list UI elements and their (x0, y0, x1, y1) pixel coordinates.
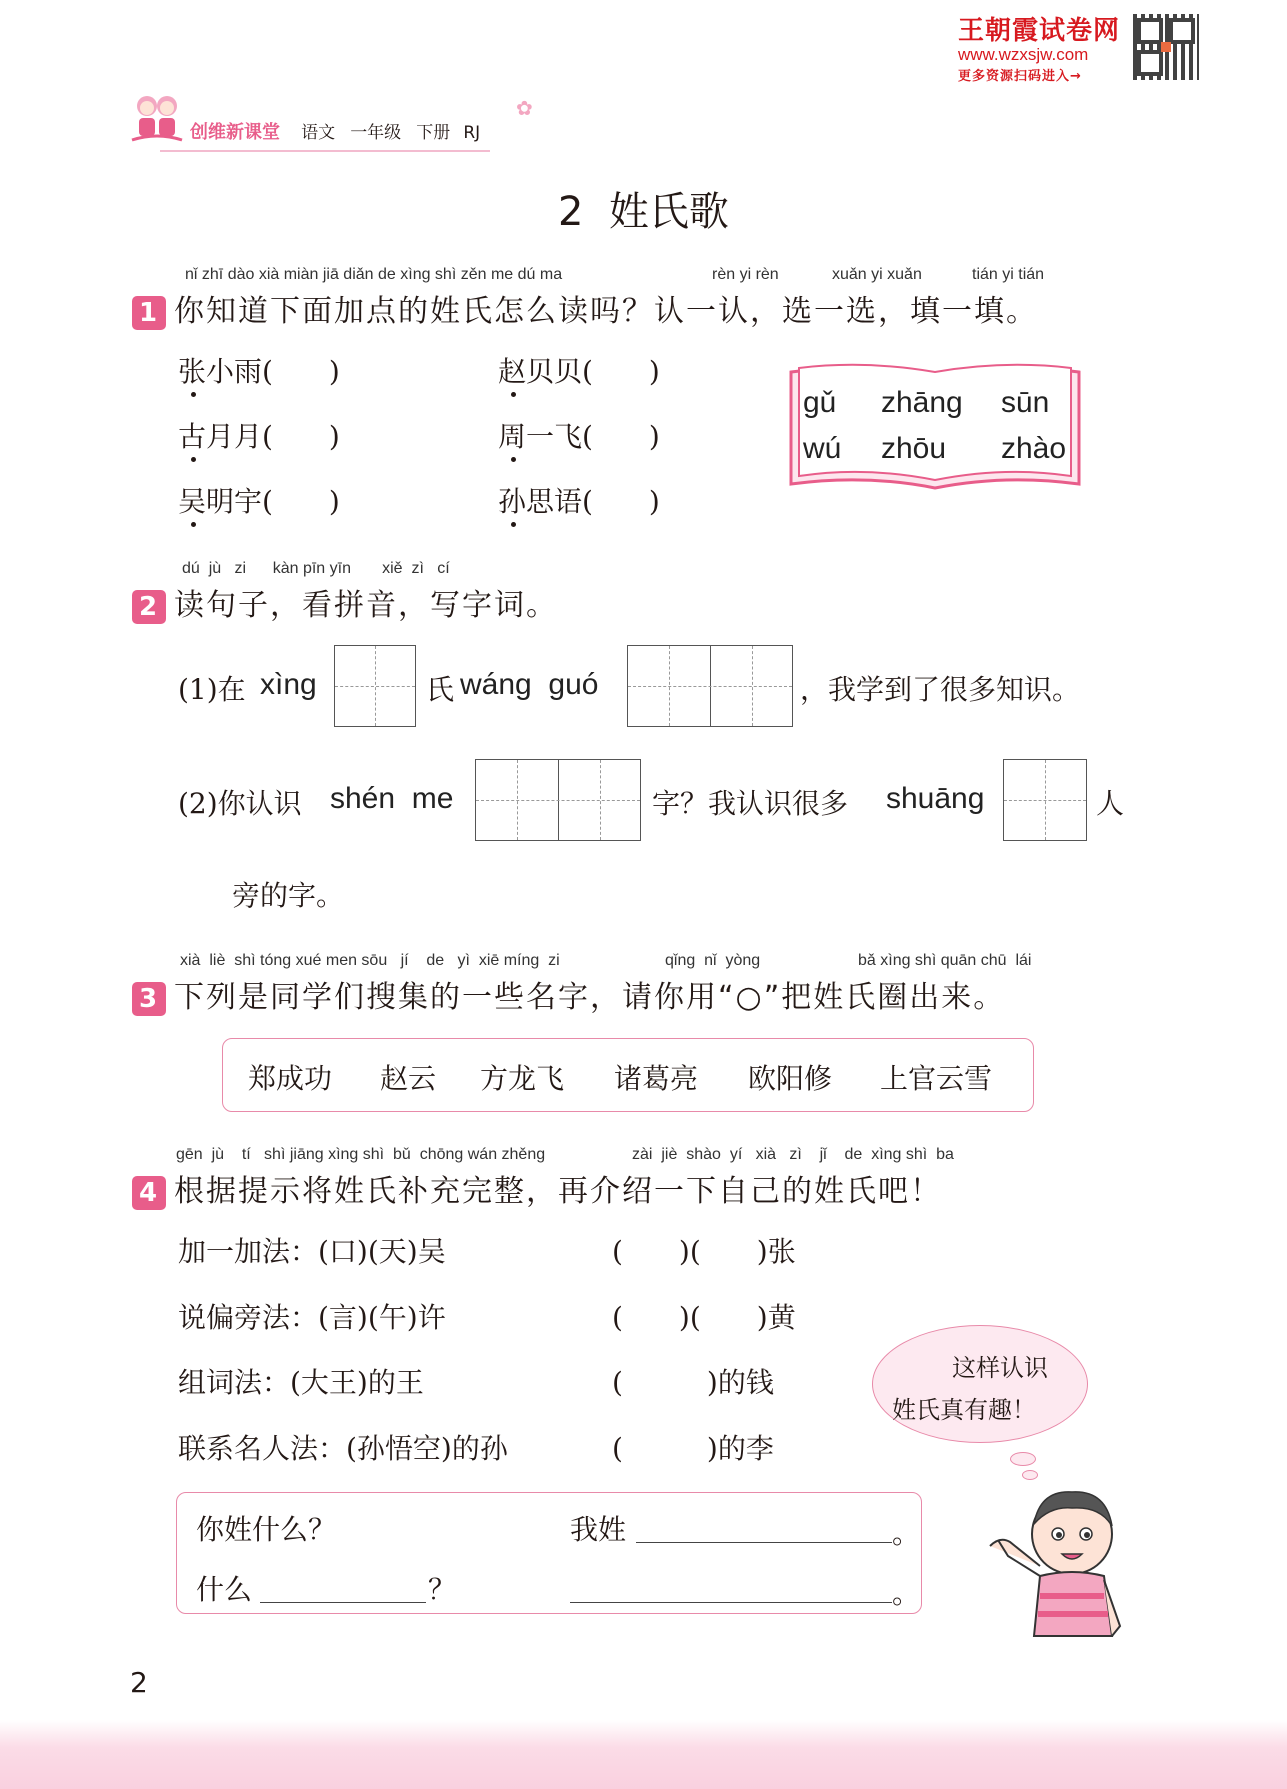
question-text: 读句子，看拼音，写字词。 (174, 588, 558, 623)
sentence-2-suffix: 人 (1096, 787, 1125, 820)
header-underline (160, 150, 490, 152)
question-number: 4 (132, 1176, 166, 1210)
bubble-line-1: 这样认识 (952, 1354, 1048, 1382)
emphasis-dot (191, 392, 196, 397)
question-text: 根据提示将姓氏补充完整，再介绍一下自己的姓氏吧！ (174, 1174, 942, 1209)
candidate-name[interactable]: 诸葛亮 (614, 1062, 699, 1095)
answer-line[interactable] (260, 1602, 426, 1603)
answer-line[interactable] (570, 1602, 892, 1603)
subject: 语文 (301, 123, 336, 143)
flower-icon: ✿ (516, 96, 533, 120)
book-options (785, 362, 1085, 496)
question-number: 3 (132, 982, 166, 1016)
sentence-2-pinyin-1: shén me (330, 782, 454, 815)
sentence-2-continuation: 旁的字。 (232, 879, 345, 912)
pinyin-option[interactable]: zhào (1001, 432, 1067, 465)
sentence-1-mid: 氏 (426, 673, 455, 706)
page-title: 2 姓氏歌 (558, 189, 729, 235)
pinyin-option[interactable]: sūn (1001, 386, 1050, 419)
writing-box[interactable] (627, 645, 793, 727)
series-name: 创维新课堂 (190, 122, 280, 143)
question-4 (132, 1166, 942, 1210)
boy-illustration (980, 1476, 1130, 1646)
q2-pinyin: dú jù zi kàn pīn yīn xiě zì cí (182, 560, 450, 577)
candidate-name[interactable]: 郑成功 (248, 1062, 333, 1095)
writing-box[interactable] (1003, 759, 1087, 841)
q3-pinyin-2: qǐng nǐ yòng (665, 952, 761, 969)
name-item[interactable]: 孙思语( ) (498, 485, 660, 518)
bubble-tail (1010, 1452, 1036, 1466)
sentence-2-mid: 字？我认识很多 (652, 787, 849, 820)
name-item[interactable]: 古月月( ) (178, 420, 340, 453)
q4-pinyin: gēn jù tí shì jiāng xìng shì bǔ chōng wán zhěng (176, 1146, 546, 1163)
emphasis-dot (511, 522, 516, 527)
bottom-band (0, 1720, 1287, 1789)
q3-pinyin: xià liè shì tóng xué men sōu jí de yì xiē míng zi (180, 952, 560, 969)
mascot-kids-icon (127, 88, 187, 148)
q4-pinyin-2: zài jiè shào yí xià zì jǐ de xìng shì ba (632, 1146, 954, 1163)
pinyin-option[interactable]: zhōu (881, 432, 947, 465)
emphasis-dot (511, 392, 516, 397)
hint-row-left: 联系名人法：(孙悟空)的孙 (178, 1432, 508, 1465)
q1-pinyin-2: rèn yi rèn (712, 266, 779, 283)
pinyin-option[interactable]: zhāng (881, 386, 963, 419)
writing-box[interactable] (334, 645, 416, 727)
emphasis-dot (191, 457, 196, 462)
sentence-1-pinyin-1: xìng (260, 668, 317, 701)
hint-row-left: 说偏旁法：(言)(午)许 (178, 1301, 446, 1334)
emphasis-dot (191, 522, 196, 527)
hint-row-right[interactable]: ( )( )黄 (612, 1301, 796, 1334)
speech-bubble (872, 1325, 1088, 1443)
candidate-name[interactable]: 上官云雪 (880, 1062, 993, 1095)
emphasis-dot (511, 457, 516, 462)
volume: 下册 (416, 123, 451, 143)
dialog-answer-1: 我姓 (570, 1513, 627, 1546)
pinyin-option[interactable]: wú (803, 432, 842, 465)
answer-period: 。 (892, 1577, 921, 1610)
sentence-1-pinyin-2: wáng guó (460, 668, 599, 701)
sentence-1-suffix: ，我学到了很多知识。 (800, 673, 1081, 706)
answer-period: 。 (892, 1517, 921, 1550)
writing-box[interactable] (475, 759, 641, 841)
sentence-1-prefix: (1)在 (178, 673, 246, 706)
hint-row-left: 加一加法：(口)(天)吴 (178, 1235, 446, 1268)
candidate-name[interactable]: 赵云 (380, 1062, 437, 1095)
q1-pinyin-3: xuǎn yi xuǎn (832, 266, 922, 283)
question-number: 1 (132, 296, 166, 330)
name-item[interactable]: 赵贝贝( ) (498, 355, 660, 388)
bubble-line-2: 姓氏真有趣！ (892, 1396, 1036, 1424)
pinyin-option[interactable]: gǔ (803, 386, 837, 419)
question-mark: ？ (428, 1573, 457, 1606)
question-text: 你知道下面加点的姓氏怎么读吗？认一认，选一选，填一填。 (174, 294, 1038, 329)
qr-code-icon (1133, 14, 1199, 80)
candidate-name[interactable]: 方龙飞 (480, 1062, 565, 1095)
hint-row-left: 组词法：(大王)的王 (178, 1366, 424, 1399)
name-item[interactable]: 张小雨( ) (178, 355, 340, 388)
header-bar (190, 118, 480, 144)
edition: RJ (463, 123, 481, 143)
dialog-question-2: 什么 (196, 1573, 253, 1606)
q1-pinyin: nǐ zhī dào xià miàn jiā diǎn de xìng shì zěn me dú ma (185, 266, 563, 283)
question-2 (132, 580, 558, 624)
question-1 (132, 286, 1038, 330)
q3-pinyin-3: bǎ xìng shì quān chū lái (858, 952, 1032, 969)
q1-pinyin-4: tián yi tián (972, 266, 1045, 283)
page-number: 2 (130, 1666, 148, 1699)
question-text: 下列是同学们搜集的一些名字，请你用“○”把姓氏圈出来。 (174, 980, 1006, 1015)
sentence-2-prefix: (2)你认识 (178, 787, 302, 820)
hint-row-right[interactable]: ( )( )张 (612, 1235, 796, 1268)
hint-row-right[interactable]: ( )的钱 (612, 1366, 774, 1399)
question-number: 2 (132, 590, 166, 624)
watermark-tagline: 更多资源扫码进入→ (958, 69, 1082, 84)
grade: 一年级 (350, 123, 402, 143)
candidate-name[interactable]: 欧阳修 (748, 1062, 833, 1095)
name-item[interactable]: 周一飞( ) (498, 420, 660, 453)
hint-row-right[interactable]: ( )的李 (612, 1432, 774, 1465)
answer-line[interactable] (636, 1542, 892, 1543)
question-3 (132, 972, 1005, 1016)
sentence-2-pinyin-2: shuāng (886, 782, 985, 815)
watermark-brand: 王朝霞试卷网 (958, 16, 1121, 46)
watermark-url[interactable]: www.wzxsjw.com (958, 45, 1089, 64)
dialog-question-1: 你姓什么？ (196, 1513, 337, 1546)
name-item[interactable]: 吴明宇( ) (178, 485, 340, 518)
